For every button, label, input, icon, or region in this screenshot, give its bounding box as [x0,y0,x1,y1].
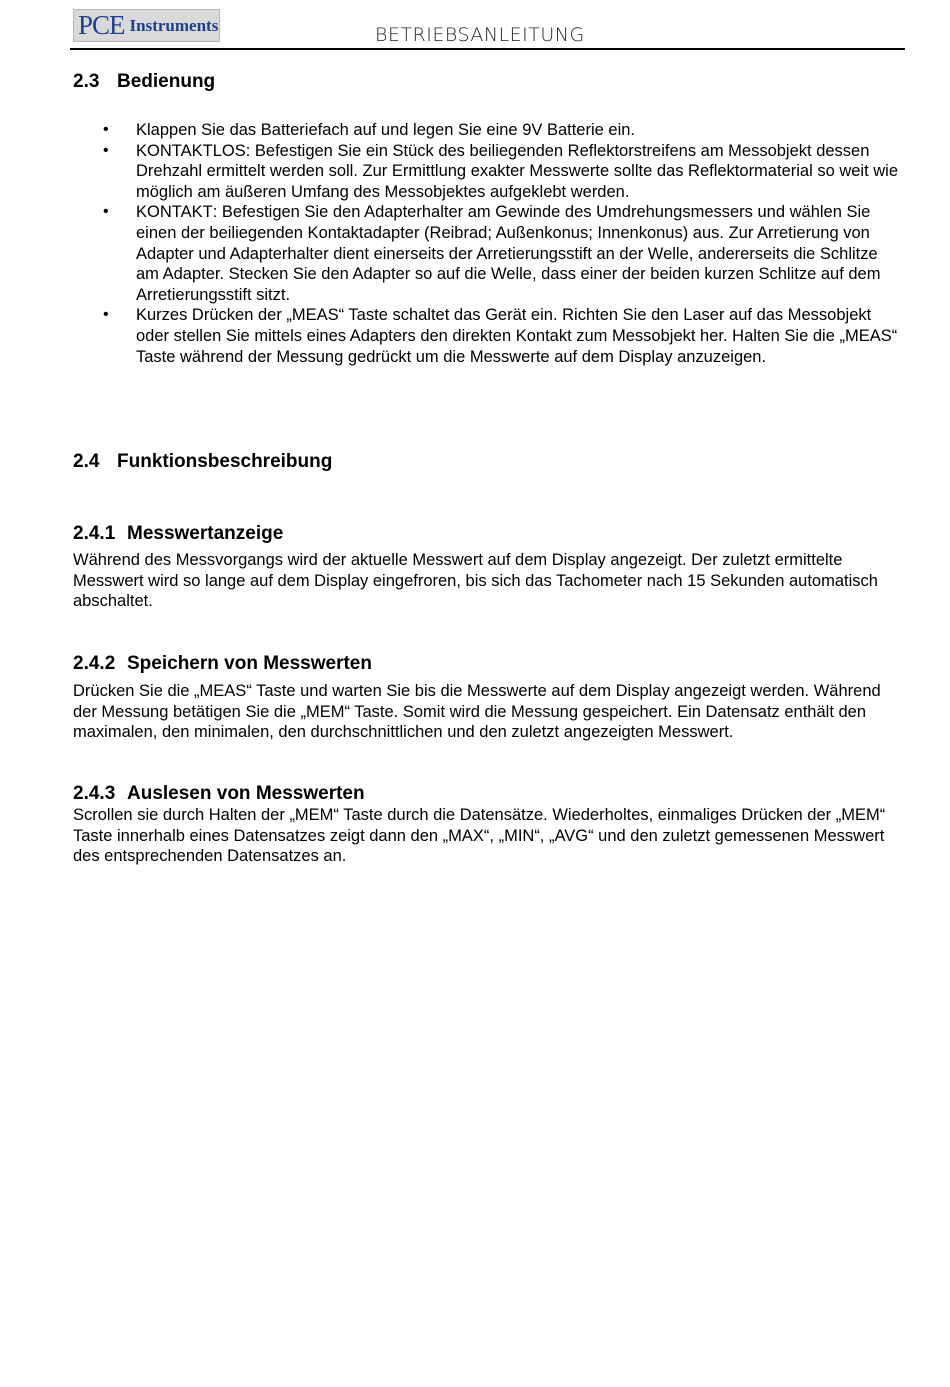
section-number: 2.4 [73,451,100,472]
section-heading-2-4-2 [73,653,372,675]
section-number: 2.4.3 [73,783,116,804]
list-item-text: Kurzes Drücken der „MEAS“ Taste schaltet das Gerät ein. Richten Sie den Laser auf das Messobjekt oder stellen Sie mittels eines Adapters den direkten Kontakt zum Messobjekt her. Halten Sie die „MEAS“ Taste während der Messung gedrückt um die Messwerte auf dem Display anzuzeigen. [136,306,898,366]
paragraph-auslesen: Scrollen sie durch Halten der „MEM“ Taste durch die Datensätze. Wiederholtes, einmaliges Drücken der „MEM“ Taste innerhalb eines Datensatzes zeigt dann den „MAX“, „MIN“, „AVG“ und den zuletzt gemessenen Messwert des entsprechenden Datensatzes an. [73,806,886,866]
list-item [73,141,905,203]
list-item-text: Klappen Sie das Batteriefach auf und legen Sie eine 9V Batterie ein. [136,121,636,139]
section-title: Speichern von Messwerten [127,653,372,674]
list-item [73,120,905,141]
list-item-lead: KONTAKTLOS [136,141,246,160]
section-number: 2.3 [73,71,100,92]
document-header-title: BETRIEBSANLEITUNG [375,24,585,46]
list-item-text: : Befestigen Sie den Adapterhalter am Gewinde des Umdrehungsmessers und wählen Sie einen der beiliegenden Kontaktadapter (Reibrad; Außenkonus; Innenkonus) aus. Zur Arretierung von Adapter und Adapterhalter dient einerseits der Arretierungsstift an der Welle, andererseits die Schlitze am Adapter. Stecken Sie den Adapter so auf die Welle, dass einer der beiden kurzen Schlitze auf dem Arretierungsstift sitzt. [136,203,881,304]
section-title: Messwertanzeige [127,523,284,544]
list-item [73,305,905,367]
logo-instruments-text: Instruments [129,16,219,35]
section-title: Funktionsbeschreibung [117,451,333,472]
paragraph-speichern: Drücken Sie die „MEAS“ Taste und warten Sie bis die Messwerte auf dem Display angezeigt werden. Während der Messung betätigen Sie die „MEM“ Taste. Somit wird die Messung gespeichert. Ein Datensatz enthält den maximalen, den minimalen, den durchschnittlichen und den zuletzt angezeigten Messwert. [73,682,881,742]
paragraph-messwertanzeige: Während des Messvorgangs wird der aktuelle Messwert auf dem Display angezeigt. Der zuletzt ermittelte Messwert wird so lange auf dem Display eingefroren, bis sich das Tachometer nach 15 Sekunden automatisch abschaltet. [73,551,878,611]
list-item-text: : Befestigen Sie ein Stück des beiliegenden Reflektorstreifens am Messobjekt dessen Drehzahl ermittelt werden soll. Zur Ermittlung exakter Messwerte sollte das Reflektormaterial so weit wie möglich am äußeren Umfang des Messobjektes aufgeklebt werden. [136,141,899,201]
operation-steps-list [73,120,905,367]
header-divider [70,48,905,50]
section-number: 2.4.1 [73,523,116,544]
section-title: Auslesen von Messwerten [127,783,365,804]
section-heading-2-3 [73,71,215,93]
section-heading-2-4-1 [73,523,283,545]
list-item-lead: KONTAKT [136,203,213,222]
list-item [73,202,905,305]
section-heading-2-4 [73,451,332,473]
section-number: 2.4.2 [73,653,116,674]
section-title: Bedienung [117,71,216,92]
section-heading-2-4-3 [73,783,365,805]
logo-pce-text: PCE [78,10,125,40]
company-logo [73,9,220,42]
